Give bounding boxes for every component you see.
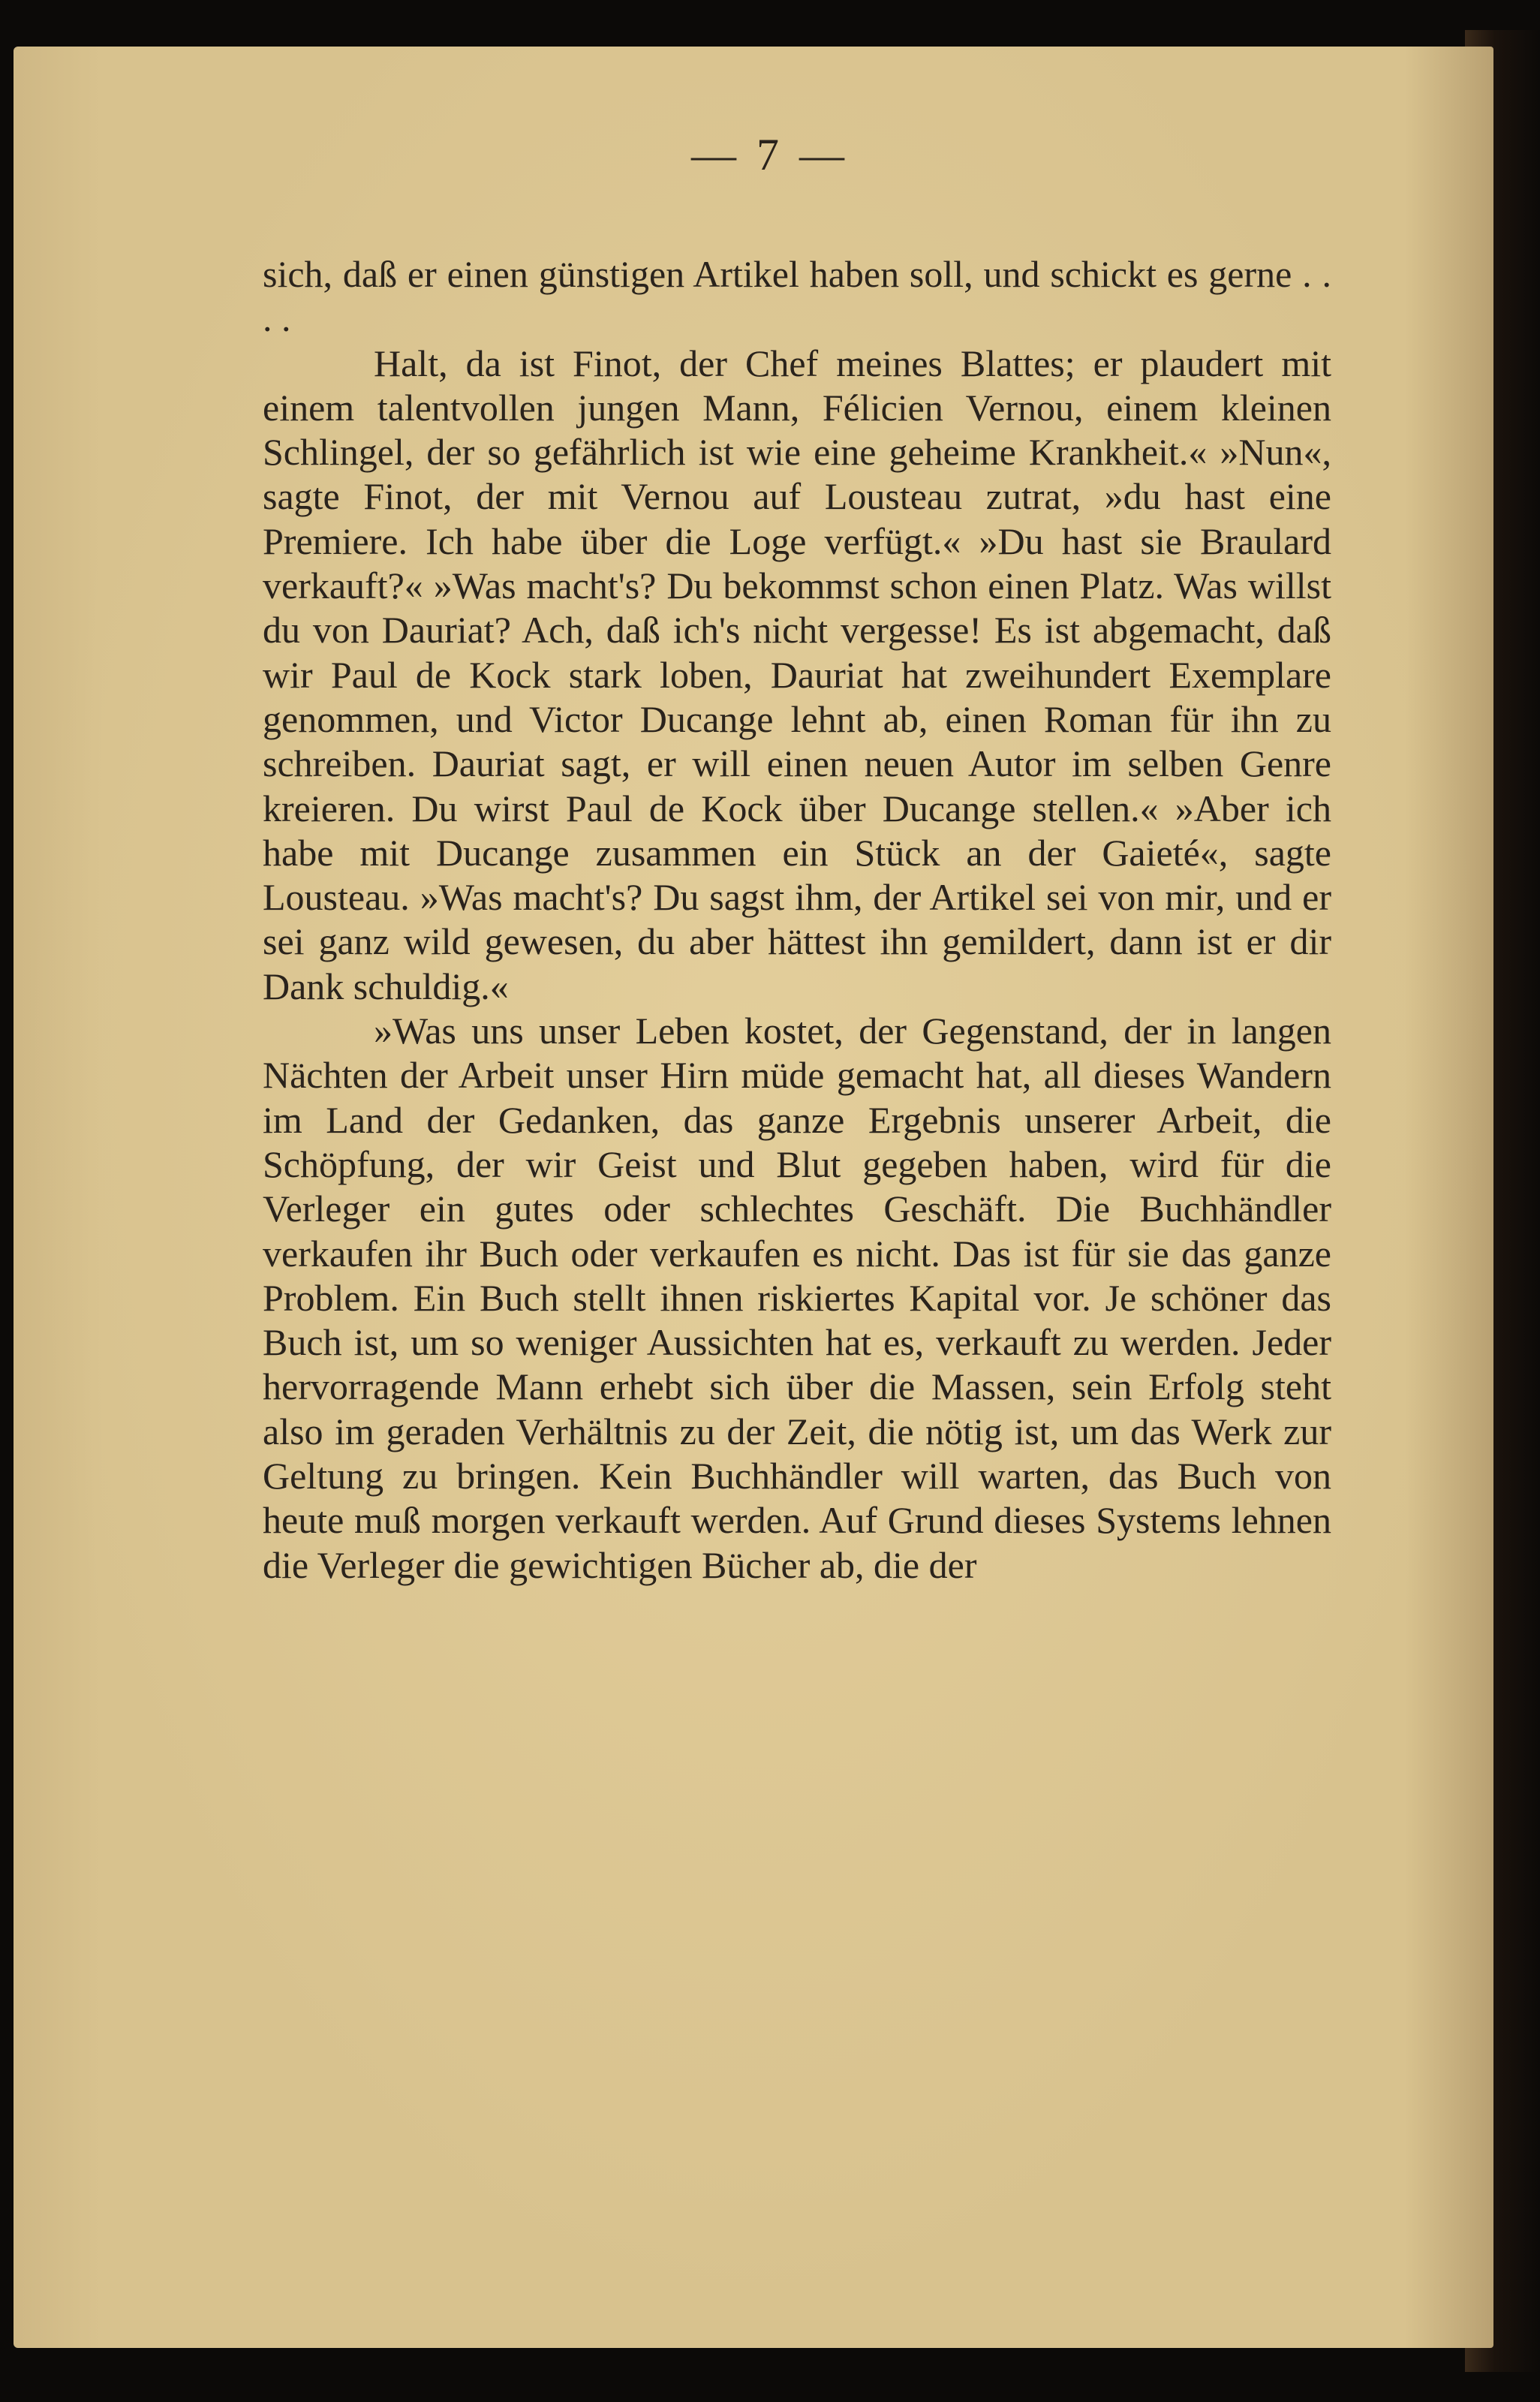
page-number: — 7 — (691, 130, 849, 179)
paragraph-essay: »Was uns unser Leben kostet, der Gegenstand, der in langen Nächten der Arbeit unser Hirn müde gemacht hat, all dieses Wandern im Land der Gedanken, das ganze Ergebnis unserer Arbeit, die Schöpfung, der wir Geist und Blut gegeben haben, wird für die Verleger ein gutes oder schlechtes Geschäft. Die Buchhändler verkaufen ihr Buch oder verkaufen es nicht. Das ist für sie das ganze Problem. Ein Buch stellt ihnen riskiertes Kapital vor. Je schöner das Buch ist, um so weniger Aussichten hat es, verkauft zu werden. Jeder hervorragende Mann erhebt sich über die Massen, sein Erfolg steht also im geraden Verhältnis zu der Zeit, die nötig ist, um das Werk zur Geltung zu bringen. Kein Buchhändler will warten, das Buch von heute muß morgen verkauft werden. Auf Grund dieses Systems lehnen die Verleger die gewichtigen Bücher ab, die der (263, 1010, 1331, 1586)
paragraph-continued: sich, daß er einen günstigen Artikel haben soll, und schickt es gerne . . . . (263, 253, 1331, 340)
paragraph-dialogue: Halt, da ist Finot, der Chef meines Blattes; er plaudert mit einem talentvollen jungen Mann, Félicien Vernou, einem kleinen Schlingel, der so gefährlich ist wie eine geheime Krankheit.« »Nun«, sagte Finot, der mit Vernou auf Lousteau zutrat, »du hast eine Premiere. Ich habe über die Loge verfügt.« »Du hast sie Braulard verkauft?« »Was macht's? Du bekommst schon einen Platz. Was willst du von Dauriat? Ach, daß ich's nicht vergesse! Es ist abgemacht, daß wir Paul de Kock stark loben, Dauriat hat zweihundert Exemplare genommen, und Victor Ducange lehnt ab, einen Roman für ihn zu schreiben. Dauriat sagt, er will einen neuen Autor im selben Genre kreieren. Du wirst Paul de Kock über Ducange stellen.« »Aber ich habe mit Ducange zusammen ein Stück an der Gaieté«, sagte Lousteau. »Was macht's? Du sagst ihm, der Artikel sei von mir, und er sei ganz wild gewesen, du aber hättest ihn gemildert, dann ist er dir Dank schuldig.« (263, 342, 1331, 1007)
body-text (263, 252, 1331, 1588)
